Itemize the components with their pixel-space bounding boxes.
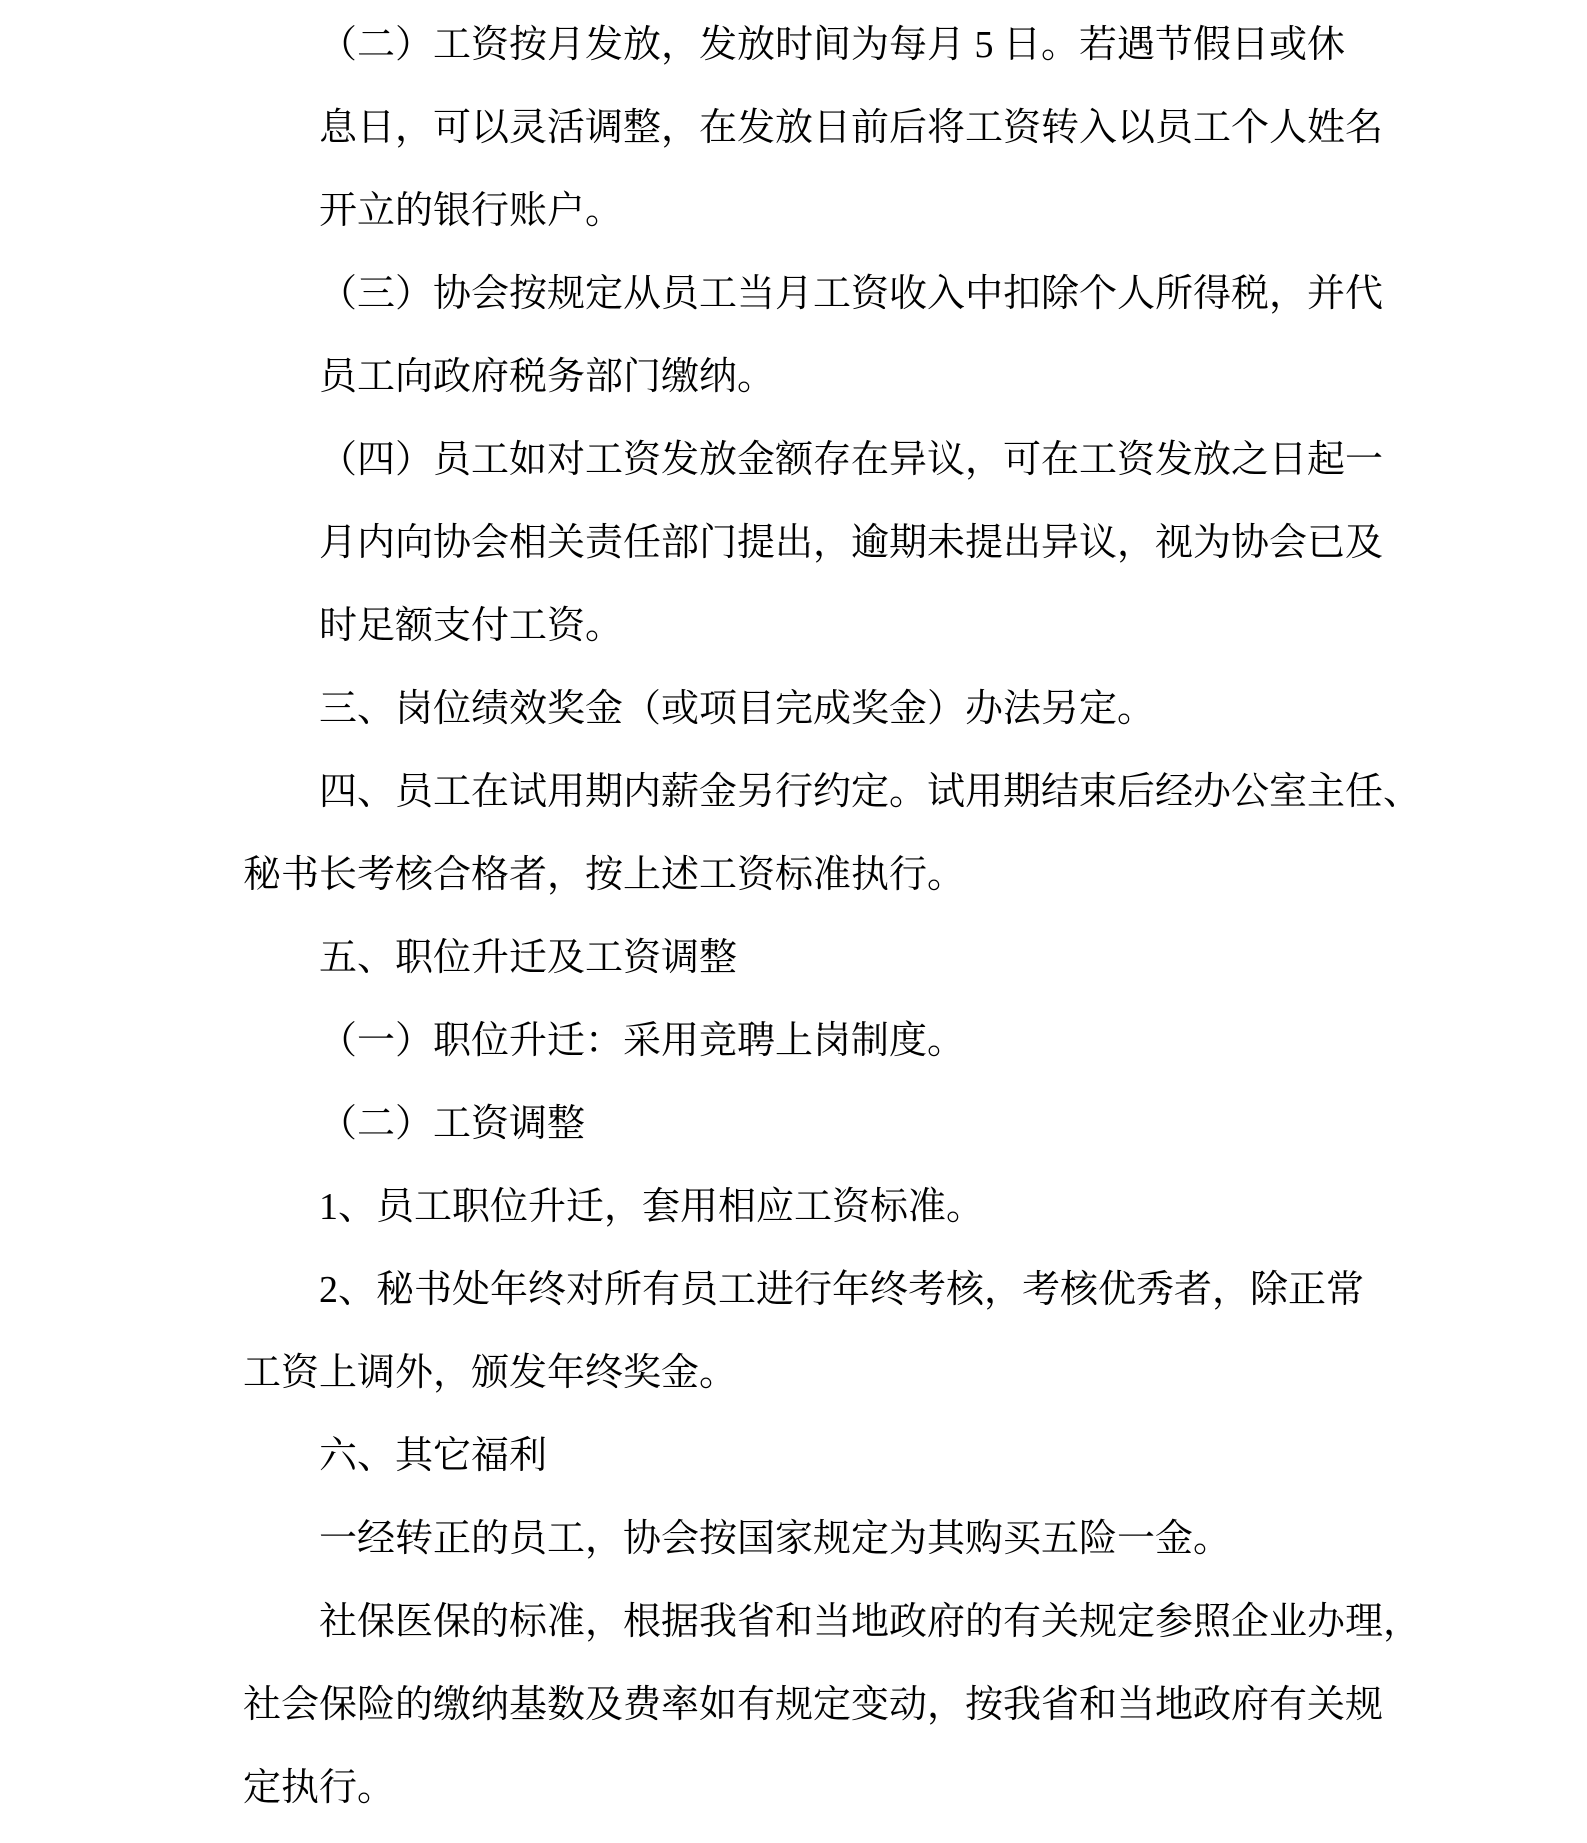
text-line: 息日，可以灵活调整，在发放日前后将工资转入以员工个人姓名 [319,107,1384,149]
text-line: 工资上调外，颁发年终奖金。 [243,1352,738,1394]
text-line: 社会保险的缴纳基数及费率如有规定变动，按我省和当地政府有关规 [243,1684,1384,1726]
text-line: （二）工资调整 [319,1103,586,1145]
text-line: 社保医保的标准，根据我省和当地政府的有关规定参照企业办理， [319,1601,1422,1643]
text-line: 一经转正的员工，协会按国家规定为其购买五险一金。 [319,1518,1232,1560]
text-line: 月内向协会相关责任部门提出，逾期未提出异议，视为协会已及 [319,522,1384,564]
text-line: （三）协会按规定从员工当月工资收入中扣除个人所得税，并代 [319,273,1384,315]
text-line: 六、其它福利 [319,1435,548,1477]
text-line: 2、秘书处年终对所有员工进行年终考核，考核优秀者，除正常 [319,1269,1365,1311]
text-line: 三、岗位绩效奖金（或项目完成奖金）办法另定。 [319,688,1156,730]
text-line: 员工向政府税务部门缴纳。 [319,356,776,398]
text-line: （二）工资按月发放，发放时间为每月 5 日。若遇节假日或休 [319,24,1346,66]
text-line: 四、员工在试用期内薪金另行约定。试用期结束后经办公室主任、 [319,771,1422,813]
text-line: （一）职位升迁：采用竞聘上岗制度。 [319,1020,966,1062]
text-line: 时足额支付工资。 [319,605,624,647]
text-line: 定执行。 [243,1767,396,1809]
text-line: 1、员工职位升迁，套用相应工资标准。 [319,1186,985,1228]
text-line: 五、职位升迁及工资调整 [319,937,738,979]
text-line: （四）员工如对工资发放金额存在异议，可在工资发放之日起一 [319,439,1384,481]
text-line: 秘书长考核合格者，按上述工资标准执行。 [243,854,966,896]
text-line: 开立的银行账户。 [319,190,624,232]
